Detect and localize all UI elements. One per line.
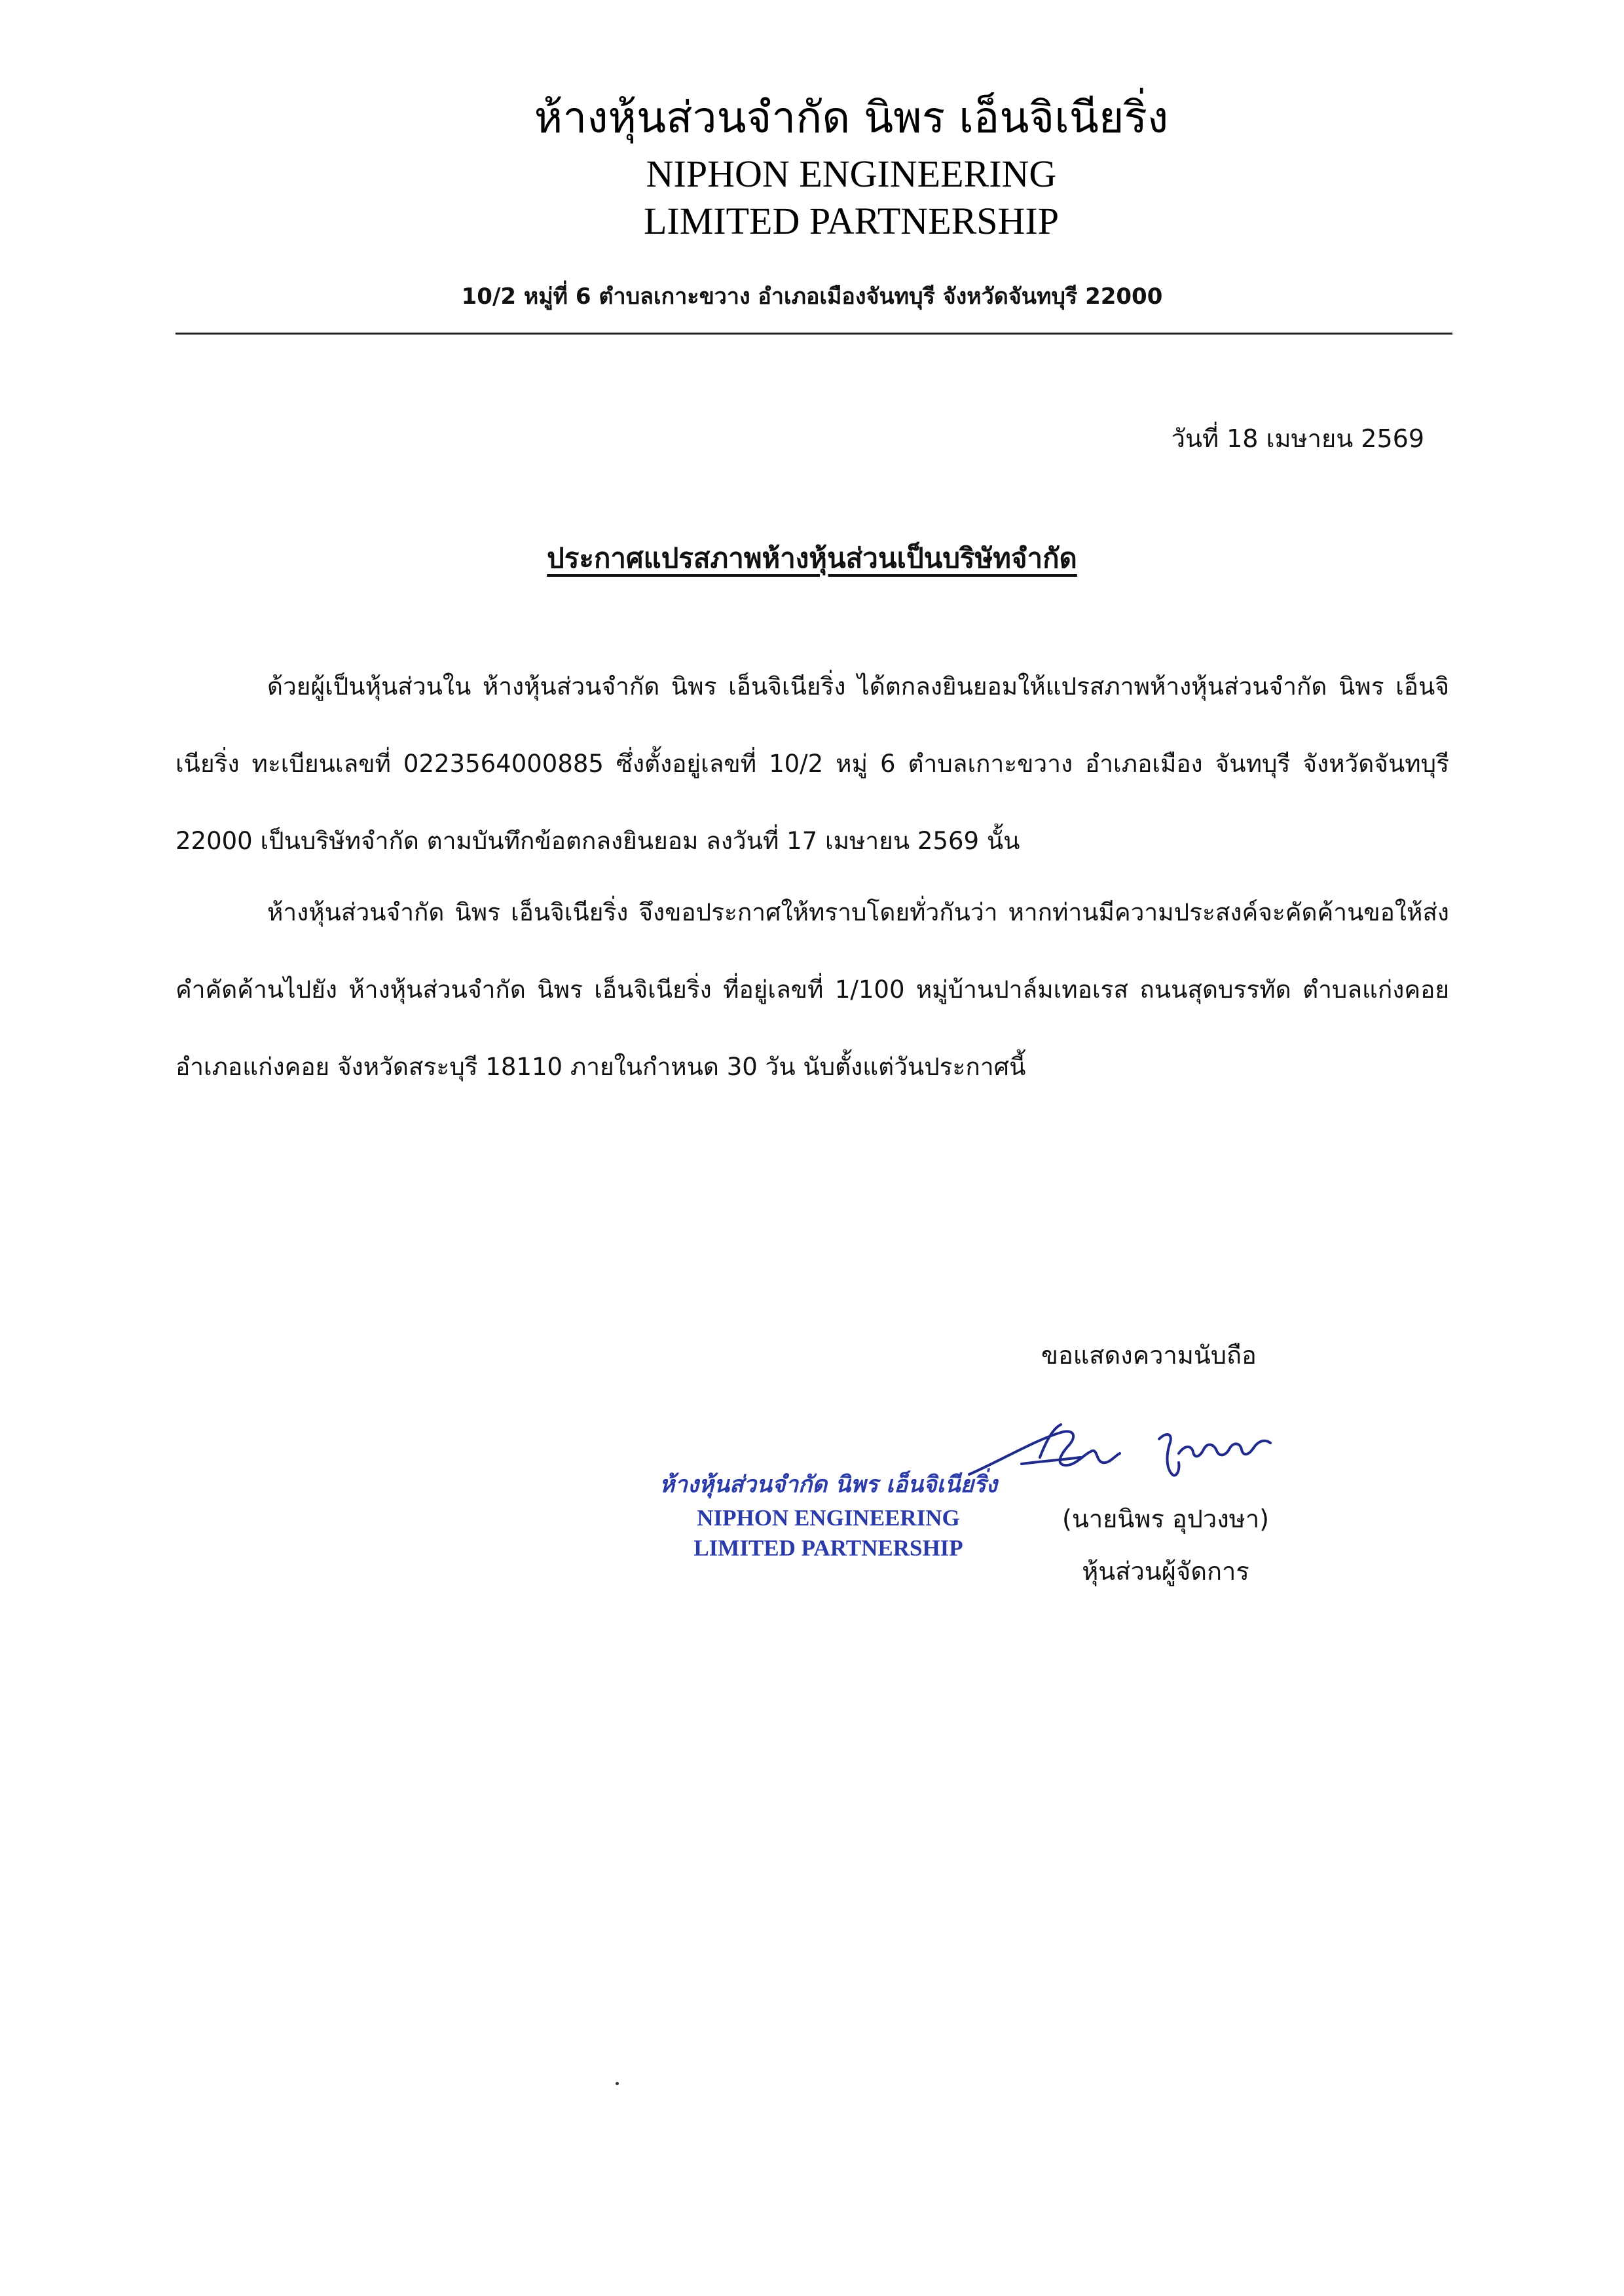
company-name-en-line2: LIMITED PARTNERSHIP — [643, 200, 1060, 242]
body-paragraph-2: ห้างหุ้นส่วนจำกัด นิพร เอ็นจิเนียริ่ง จึงขอประกาศให้ทราบโดยทั่วกันว่า หากท่านมีความประสงค์จะคัดค้านขอให้ส่งคำคัดค้านไปยัง ห้างหุ้นส่วนจำกัด นิพร เอ็นจิเนียริ่ง ที่อยู่เลขที่ 1/100 หมู่บ้านปาล์มเทอเรส ถนนสุดบรรทัด ตำบลแก่งคอย อำเภอแก่งคอย จังหวัดสระบุรี 18110 ภายในกำหนด 30 วัน นับตั้งแต่วันประกาศนี้ — [175, 898, 1449, 1081]
company-name-thai: ห้างหุ้นส่วนจำกัด นิพร เอ็นจิเนียริ่ง — [534, 92, 1169, 143]
signer-block — [1041, 1493, 1290, 1597]
document-title-text: ประกาศแปรสภาพห้างหุ้นส่วนเป็นบริษัทจำกัด — [547, 542, 1077, 574]
handwritten-signature — [963, 1401, 1290, 1493]
document-date: วันที่ 18 เมษายน 2569 — [1171, 424, 1424, 453]
letterhead — [0, 85, 1624, 245]
body-paragraph-1: ด้วยผู้เป็นหุ้นส่วนใน ห้างหุ้นส่วนจำกัด นิพร เอ็นจิเนียริ่ง ได้ตกลงยินยอมให้แปรสภาพห้างหุ้นส่วนจำกัด นิพร เอ็นจิเนียริ่ง ทะเบียนเลขที่ 0223564000885 ซึ่งตั้งอยู่เลขที่ 10/2 หมู่ 6 ตำบลเกาะขวาง อำเภอเมือง จันทบุรี จังหวัดจันทบุรี 22000 เป็นบริษัทจำกัด ตามบันทึกข้อตกลงยินยอม ลงวันที่ 17 เมษายน 2569 นั้น — [175, 672, 1449, 855]
stamp-company-thai: ห้างหุ้นส่วนจำกัด นิพร เอ็นจิเนียริ่ง — [659, 1472, 997, 1498]
signer-name: (นายนิพร อุปวงษา) — [1062, 1504, 1269, 1533]
letterhead-divider — [175, 333, 1452, 335]
scan-speck — [616, 2082, 619, 2085]
company-stamp — [645, 1467, 1012, 1563]
closing-salutation: ขอแสดงความนับถือ — [1041, 1341, 1257, 1370]
company-address: 10/2 หมู่ที่ 6 ตำบลเกาะขวาง อำเภอเมืองจันทบุรี จังหวัดจันทบุรี 22000 — [461, 283, 1163, 310]
signer-position: หุ้นส่วนผู้จัดการ — [1082, 1557, 1249, 1586]
document-title — [0, 536, 1624, 581]
company-name-en-line1: NIPHON ENGINEERING — [646, 153, 1057, 195]
stamp-company-en-line2: LIMITED PARTNERSHIP — [693, 1535, 963, 1561]
stamp-company-en-line1: NIPHON ENGINEERING — [697, 1505, 960, 1531]
